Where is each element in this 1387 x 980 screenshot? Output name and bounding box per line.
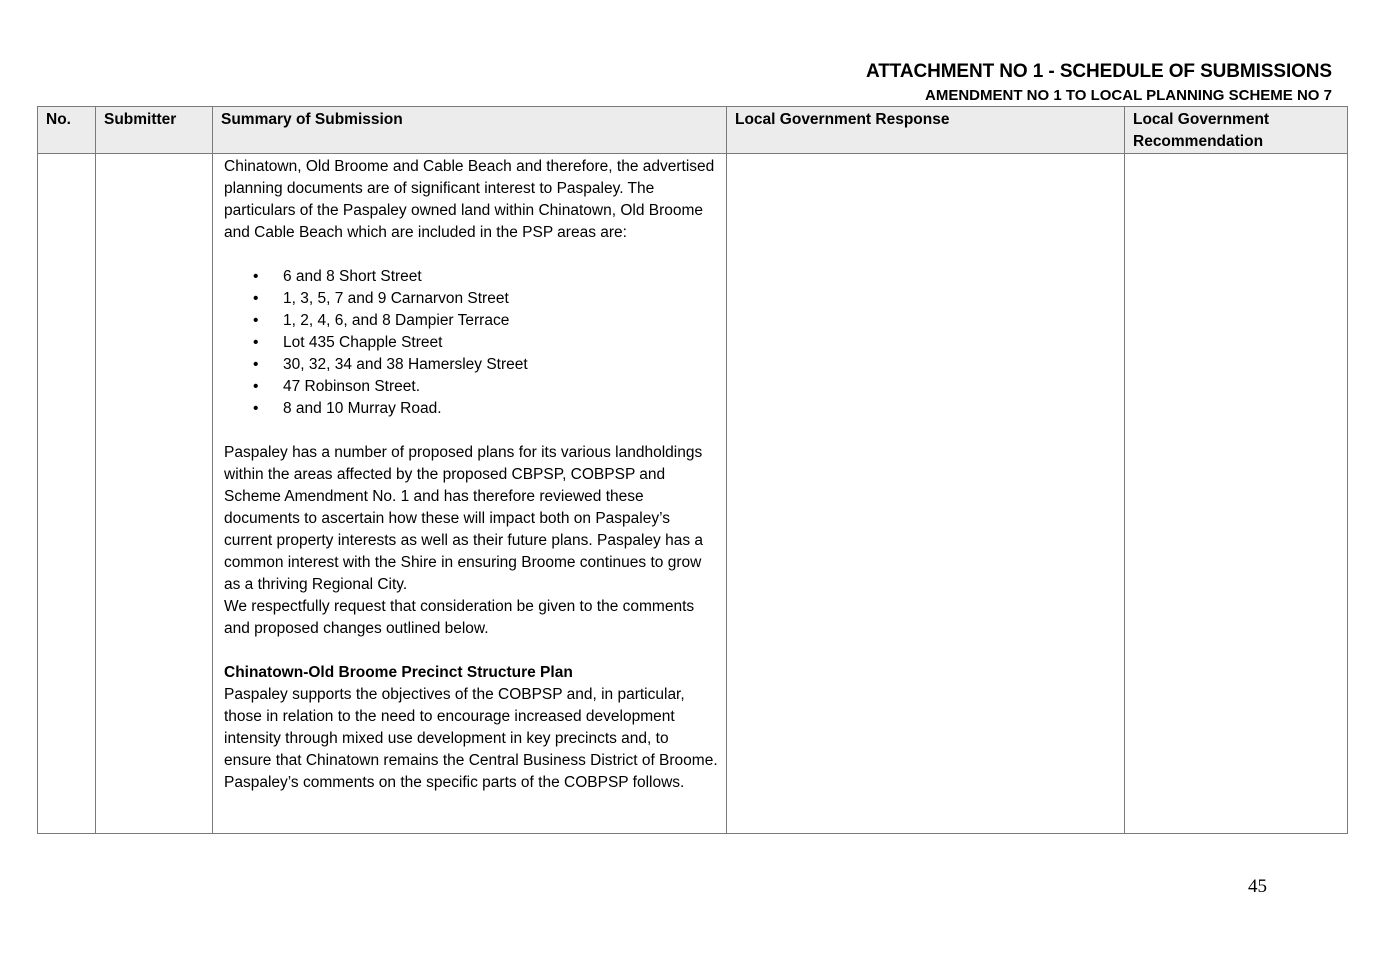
header-no: No. — [38, 107, 96, 154]
list-item: • 8 and 10 Murray Road. — [224, 398, 718, 420]
cell-submitter — [96, 154, 213, 834]
cell-no — [38, 154, 96, 834]
cell-summary — [213, 154, 727, 834]
list-item: • 6 and 8 Short Street — [224, 266, 718, 288]
summary-section-heading: Chinatown-Old Broome Precinct Structure Plan — [224, 664, 573, 681]
cell-response — [727, 154, 1125, 834]
list-item: • 47 Robinson Street. — [224, 376, 718, 398]
header-summary: Summary of Submission — [213, 107, 727, 154]
header-recommendation: Local Government Recommendation — [1125, 107, 1348, 154]
document-subtitle: AMENDMENT NO 1 TO LOCAL PLANNING SCHEME NO 7 — [925, 87, 1332, 104]
document-title: ATTACHMENT NO 1 - SCHEDULE OF SUBMISSIONS — [866, 61, 1332, 82]
list-item: • 1, 3, 5, 7 and 9 Carnarvon Street — [224, 288, 718, 310]
header-response: Local Government Response — [727, 107, 1125, 154]
cell-recommendation — [1125, 154, 1348, 834]
summary-section-paragraph: Paspaley supports the objectives of the COBPSP and, in particular, those in relation to the need to encourage increased development intensity through mixed use development in key precincts and, to ensure that Chinatown remains the Central Business District of Broome. Paspaley’s comments on the specific parts of the COBPSP follows. — [224, 686, 718, 791]
summary-intro: Chinatown, Old Broome and Cable Beach and therefore, the advertised planning documents are of significant interest to Paspaley. The particulars of the Paspaley owned land within Chinatown, Old Broome and Cable Beach which are included in the PSP areas are: — [224, 158, 715, 241]
header-submitter: Submitter — [96, 107, 213, 154]
page-number: 45 — [1248, 876, 1267, 897]
list-item: • 30, 32, 34 and 38 Hamersley Street — [224, 354, 718, 376]
property-list — [224, 266, 718, 420]
summary-plans-paragraph: Paspaley has a number of proposed plans for its various landholdings within the areas affected by the proposed CBPSP, COBPSP and Scheme Amendment No. 1 and has therefore reviewed these documents to ascertain how these will impact both on Paspaley’s current property interests as well as their future plans. Paspaley has a common interest with the Shire in ensuring Broome continues to grow as a thriving Regional City. — [224, 444, 704, 593]
table-header-row — [38, 107, 1348, 154]
submissions-table — [37, 106, 1348, 834]
list-item: • 1, 2, 4, 6, and 8 Dampier Terrace — [224, 310, 718, 332]
summary-request-paragraph: We respectfully request that consideration be given to the comments and proposed changes outlined below. — [224, 598, 695, 637]
list-item: • Lot 435 Chapple Street — [224, 332, 718, 354]
table-row — [38, 154, 1348, 834]
